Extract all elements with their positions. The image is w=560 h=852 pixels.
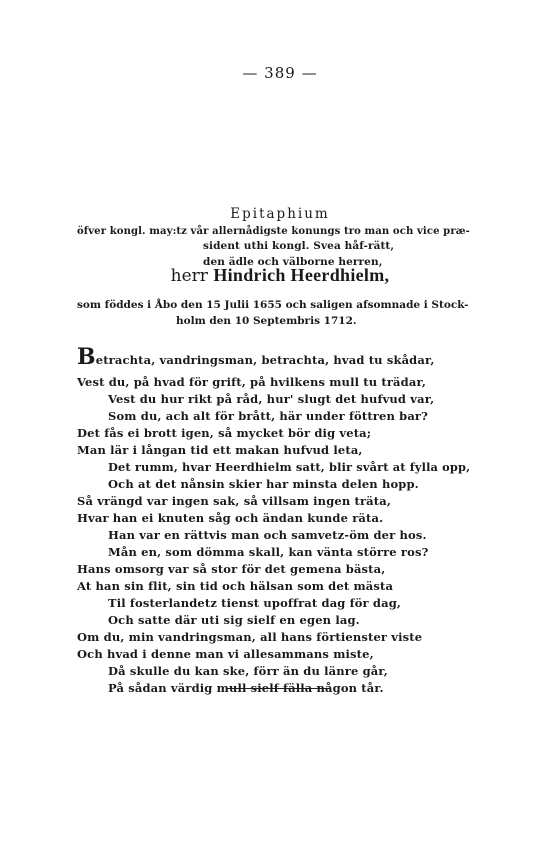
- poem-line: Vest du, på hvad för grift, på hvilkens mull tu trädar,: [77, 375, 426, 389]
- heading-line-3: den ädle och välborne herren,: [203, 256, 383, 268]
- poem-line: Hvar han ei knuten såg och ändan kunde räta.: [77, 511, 384, 525]
- poem-line: På sådan värdig mull sielf fälla någon tår.: [108, 681, 384, 695]
- poem-line: Och satte där uti sig sielf en egen lag.: [108, 613, 360, 627]
- poem-line: Det fås ei brott igen, så mycket bör dig veta;: [77, 426, 372, 440]
- poem-line: Hans omsorg var så stor för det gemena bästa,: [77, 562, 386, 576]
- birth-line-2: holm den 10 Septembris 1712.: [176, 315, 357, 327]
- poem-line: Han var en rättvis man och samvetz-öm der hos.: [108, 528, 427, 542]
- poem-line: Och at det nånsin skier har minsta delen hopp.: [108, 477, 419, 491]
- honoree-bold-name: Hindrich Heerdhielm,: [213, 265, 390, 285]
- poem-line: Mån en, som dömma skall, kan vänta större ros?: [108, 545, 429, 559]
- poem-line: Man lär i långan tid ett makan hufvud leta,: [77, 443, 363, 457]
- poem-line: At han sin flit, sin tid och hälsan som det mästa: [77, 579, 394, 593]
- heading-line-1: öfver kongl. may:tz vår allernådigste konungs tro man och vice præ-: [77, 225, 470, 237]
- poem-line: Och hvad i denne man vi allesammans miste,: [77, 647, 374, 661]
- heading-line-2: sident uthi kongl. Svea håf-rätt,: [203, 240, 395, 252]
- poem-line: Då skulle du kan ske, förr än du länre går,: [108, 664, 388, 678]
- poem-line: [77, 344, 435, 370]
- honoree-name: [0, 265, 560, 286]
- poem-dropcap: B: [77, 344, 96, 370]
- poem-line: Om du, min vandringsman, all hans förtienster viste: [77, 630, 423, 644]
- honoree-prefix: herr: [170, 266, 208, 286]
- birth-line-1: som föddes i Åbo den 15 Julii 1655 och saligen afsomnade i Stock-: [77, 299, 469, 311]
- poem-line: Så vrängd var ingen sak, så villsam ingen träta,: [77, 494, 392, 508]
- heading-title: Epitaphium: [230, 206, 330, 222]
- poem-first-line-rest: etrachta, vandringsman, betrachta, hvad tu skådar,: [95, 353, 435, 367]
- poem-line: Det rumm, hvar Heerdhielm satt, blir svårt at fylla opp,: [108, 460, 471, 474]
- poem-line: Som du, ach alt för brått, här under föttren bar?: [108, 409, 429, 423]
- poem-line: Til fosterlandetz tienst upoffrat dag för dag,: [108, 596, 402, 610]
- page-number: — 389 —: [242, 64, 318, 82]
- poem-line: Vest du hur rikt på råd, hur' slugt det hufvud var,: [108, 392, 435, 406]
